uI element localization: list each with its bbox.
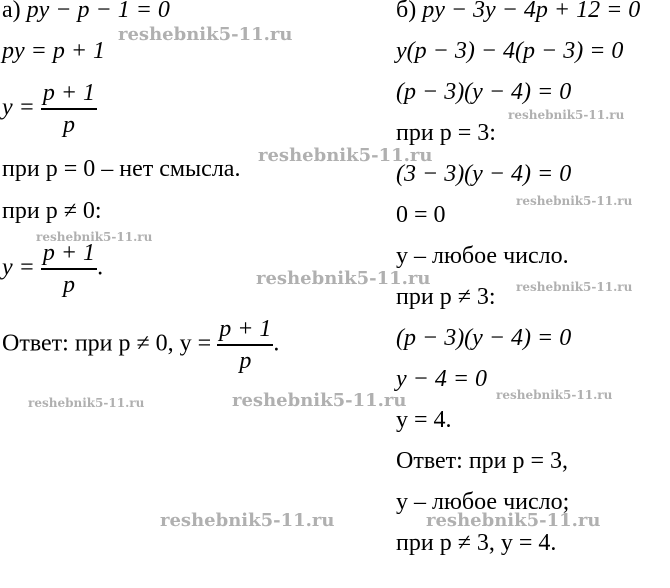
part-b-answer-3: при p ≠ 3, y = 4. — [396, 530, 557, 556]
watermark: reshebnik5-11.ru — [426, 510, 601, 531]
watermark: reshebnik5-11.ru — [258, 145, 433, 166]
part-a-line-1 — [2, 0, 170, 24]
part-b-equation-4: при p = 3: — [396, 120, 496, 146]
part-a-answer-fraction — [217, 314, 273, 376]
watermark: reshebnik5-11.ru — [36, 230, 153, 244]
part-b-equation-9: (p − 3)(y − 4) = 0 — [396, 325, 572, 351]
fraction-numerator: p + 1 — [42, 240, 96, 266]
watermark: reshebnik5-11.ru — [508, 108, 625, 122]
fraction-numerator: p + 1 — [219, 316, 272, 342]
part-a-equation-5: при p ≠ 0: — [2, 198, 102, 224]
watermark: reshebnik5-11.ru — [516, 194, 633, 208]
part-b-equation-2: y(p − 3) − 4(p − 3) = 0 — [396, 38, 624, 64]
part-b-line-1 — [396, 0, 640, 24]
part-a-equation-2: py = p + 1 — [2, 38, 106, 64]
part-a-equation-6 — [2, 238, 103, 300]
part-b-equation-3: (p − 3)(y − 4) = 0 — [396, 79, 572, 105]
fraction-denominator: p — [239, 347, 252, 374]
part-a-answer-end: . — [273, 330, 280, 357]
part-b-equation-10: y − 4 = 0 — [396, 366, 488, 392]
part-b-answer-2: y – любое число; — [396, 489, 570, 515]
part-a-equation-6-end: . — [97, 254, 104, 281]
fraction-denominator: p — [62, 111, 75, 138]
part-a-answer — [2, 314, 279, 376]
part-b-equation-7: y – любое число. — [396, 243, 569, 269]
part-a-label: а) — [2, 0, 21, 23]
part-a-equation-4: при p = 0 – нет смысла. — [2, 156, 241, 182]
fraction-numerator: p + 1 — [42, 80, 96, 106]
part-b-label: б) — [396, 0, 417, 23]
watermark: reshebnik5-11.ru — [496, 388, 613, 402]
watermark: reshebnik5-11.ru — [232, 390, 407, 411]
watermark: reshebnik5-11.ru — [28, 396, 145, 410]
part-b-equation-1: py − 3y − 4p + 12 = 0 — [422, 0, 641, 23]
part-b-equation-5: (3 − 3)(y − 4) = 0 — [396, 161, 572, 187]
part-a-equation-6-lhs: y = — [2, 254, 35, 281]
part-a-fraction-2 — [41, 238, 97, 300]
part-b-equation-6: 0 = 0 — [396, 202, 446, 228]
watermark: reshebnik5-11.ru — [160, 510, 335, 531]
part-a-fraction-1 — [41, 78, 97, 140]
watermark: reshebnik5-11.ru — [256, 268, 431, 289]
part-b-equation-11: y = 4. — [396, 407, 452, 433]
part-a-answer-prefix: Ответ: при p ≠ 0, y = — [2, 330, 212, 357]
part-b-equation-8: при p ≠ 3: — [396, 284, 496, 310]
fraction-denominator: p — [62, 271, 75, 298]
part-a-equation-3 — [2, 78, 97, 140]
watermark: reshebnik5-11.ru — [118, 24, 293, 45]
part-a-equation-1: py − p − 1 = 0 — [26, 0, 170, 23]
watermark: reshebnik5-11.ru — [516, 280, 633, 294]
part-b-answer-1: Ответ: при p = 3, — [396, 448, 569, 474]
part-a-equation-3-lhs: y = — [2, 94, 35, 121]
